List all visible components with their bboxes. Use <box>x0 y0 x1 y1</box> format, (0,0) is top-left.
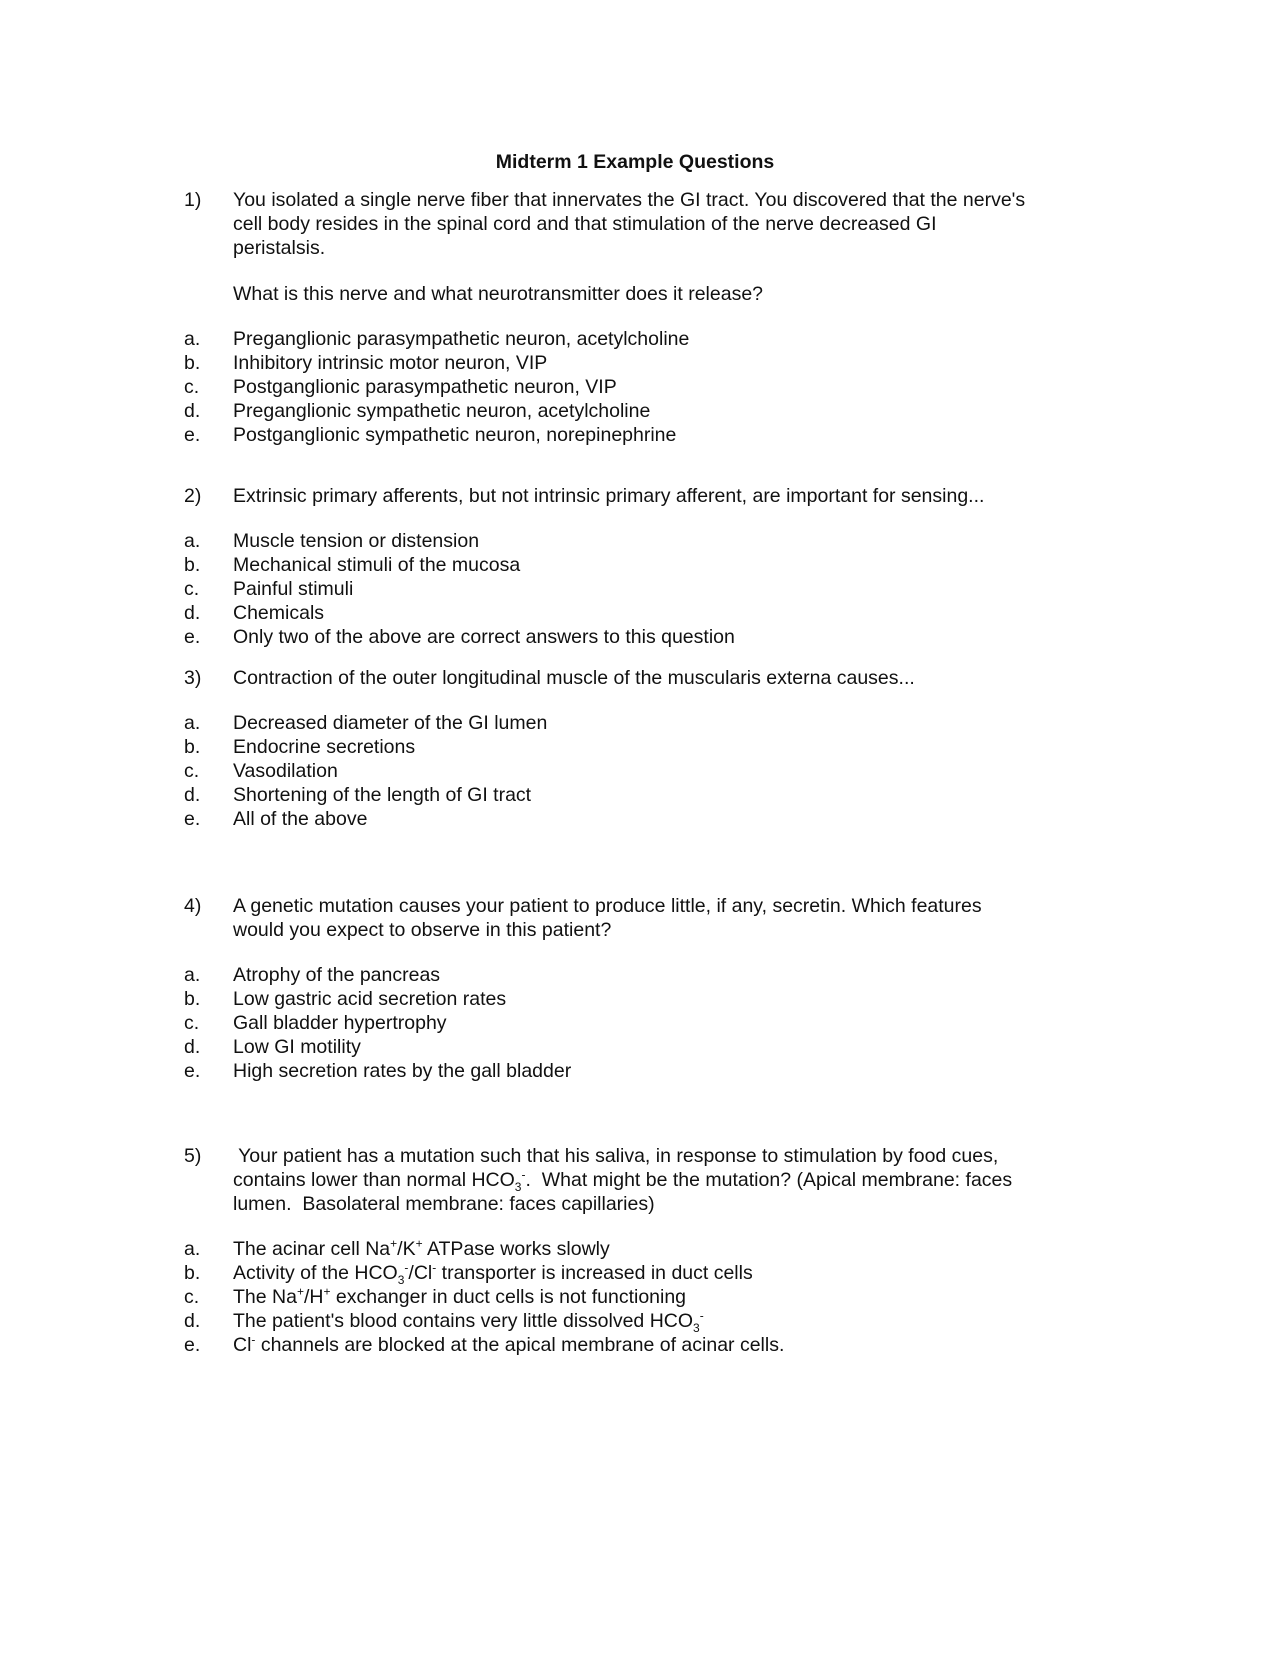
option-a[interactable]: a. Muscle tension or distension <box>184 530 480 552</box>
question-4 <box>184 894 1084 1083</box>
question-number: 4) <box>184 895 202 917</box>
option-d[interactable]: d. Chemicals <box>184 602 325 624</box>
option-d[interactable]: d. Preganglionic sympathetic neuron, acetylcholine <box>184 400 651 422</box>
option-b[interactable]: b. Low gastric acid secretion rates <box>184 988 507 1010</box>
question-stem: Extrinsic primary afferents, but not intrinsic primary afferent, are important for sensing... <box>233 485 985 507</box>
option-c[interactable]: c. Painful stimuli <box>184 578 354 600</box>
option-e[interactable]: e. Postganglionic sympathetic neuron, norepinephrine <box>184 424 677 446</box>
question-2 <box>184 484 1084 649</box>
question-stem: Contraction of the outer longitudinal muscle of the muscularis externa causes... <box>233 667 915 689</box>
option-d[interactable]: d. The patient's blood contains very little dissolved $HCO_3^-$ <box>184 1308 704 1335</box>
page-title: Midterm 1 Example Questions <box>495 151 775 173</box>
option-b[interactable]: b. Inhibitory intrinsic motor neuron, VIP <box>184 352 548 374</box>
option-a[interactable]: a. Decreased diameter of the GI lumen <box>184 712 548 734</box>
option-c[interactable]: c. Gall bladder hypertrophy <box>184 1012 447 1034</box>
option-c[interactable]: c. Postganglionic parasympathetic neuron, VIP <box>184 376 617 398</box>
question-stem: You isolated a single nerve fiber that innervates the GI tract. You discovered that the nerve's cell body resides in the spinal cord and that stimulation of the nerve decreased GI peristalsis. <box>233 189 1026 259</box>
question-number: 1) <box>184 189 202 211</box>
question-stem: A genetic mutation causes your patient to produce little, if any, secretin. Which features would you expect to observe in this patient? <box>233 895 982 941</box>
option-c[interactable]: c. Vasodilation <box>184 760 338 782</box>
option-d[interactable]: d. Shortening of the length of GI tract <box>184 784 532 806</box>
option-c[interactable]: c. The Na+/H+ exchanger in duct cells is not functioning <box>184 1284 687 1308</box>
option-a[interactable]: a. The acinar cell Na+/K+ ATPase works slowly <box>184 1236 610 1260</box>
option-a[interactable]: a. Preganglionic parasympathetic neuron, acetylcholine <box>184 328 690 350</box>
question-number: 2) <box>184 485 202 507</box>
option-b[interactable]: b. Mechanical stimuli of the mucosa <box>184 554 521 576</box>
question-prompt: What is this nerve and what neurotransmitter does it release? <box>233 283 764 305</box>
question-5 <box>184 1144 1084 1357</box>
option-d[interactable]: d. Low GI motility <box>184 1036 361 1058</box>
option-b[interactable]: b. Activity of the $HCO_3^-/Cl^-$ transporter is increased in duct cells <box>184 1260 753 1287</box>
question-3 <box>184 666 1084 831</box>
question-stem: Your patient has a mutation such that his saliva, in response to stimulation by food cues, contains lower than normal $HCO_3^-$. What might be the mutation? (Apical membrane: faces lumen. Basolateral membrane: faces capillaries) <box>233 1145 1013 1215</box>
question-number: 5) <box>184 1145 202 1167</box>
question-1 <box>184 188 1084 447</box>
option-a[interactable]: a. Atrophy of the pancreas <box>184 964 441 986</box>
option-e[interactable]: e. High secretion rates by the gall bladder <box>184 1060 572 1082</box>
option-b[interactable]: b. Endocrine secretions <box>184 736 416 758</box>
option-e[interactable]: e. Cl- channels are blocked at the apical membrane of acinar cells. <box>184 1332 785 1356</box>
option-e[interactable]: e. All of the above <box>184 808 368 830</box>
question-number: 3) <box>184 667 202 689</box>
option-e[interactable]: e. Only two of the above are correct answers to this question <box>184 626 735 648</box>
